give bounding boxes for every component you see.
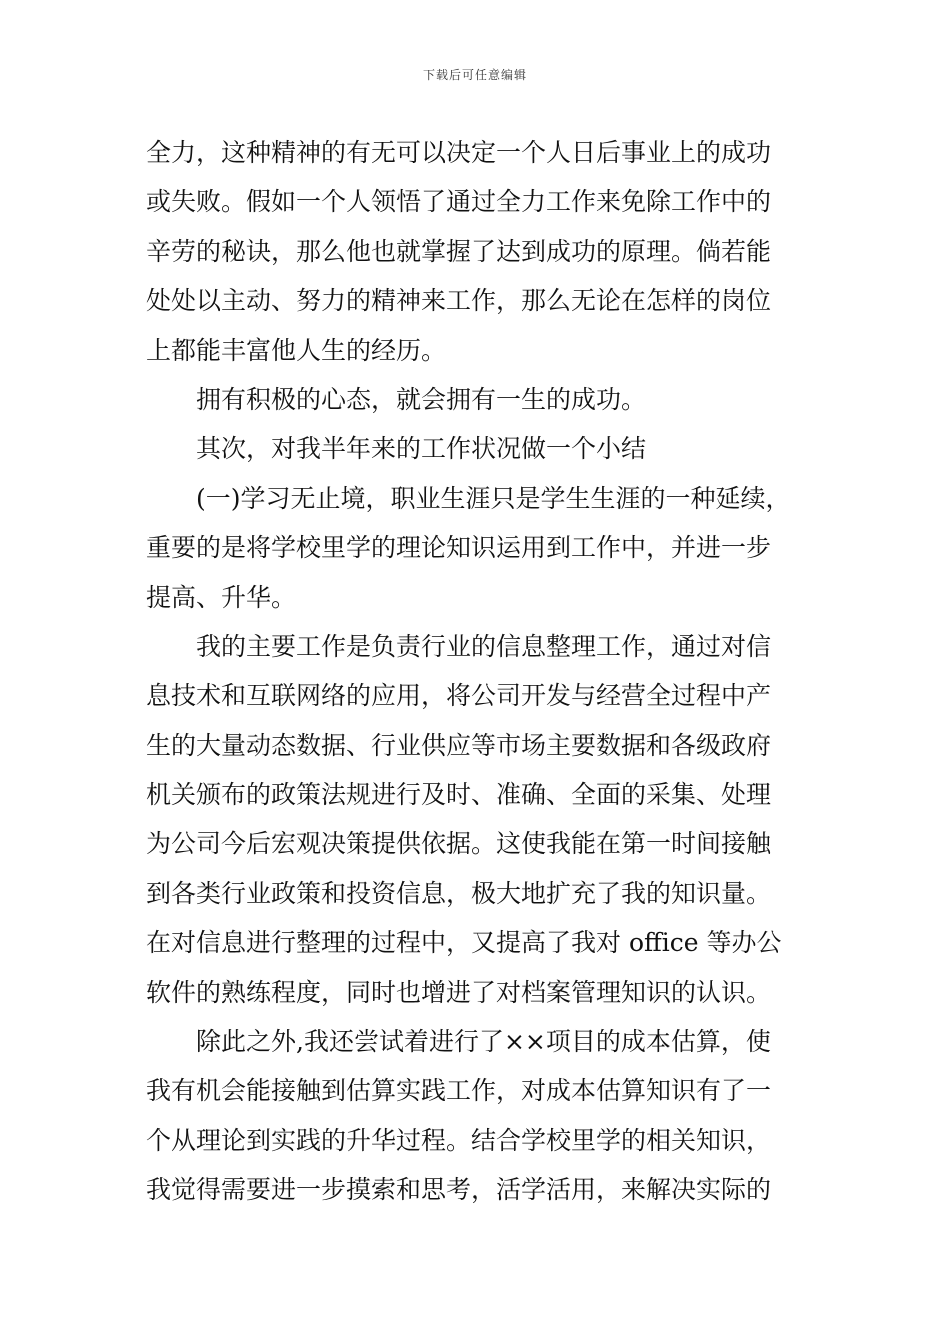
text-line: 或失败。假如一个人领悟了通过全力工作来免除工作中的 — [146, 187, 772, 217]
text-line: 到各类行业政策和投资信息，极大地扩充了我的知识量。 — [146, 878, 772, 908]
text-line: 上都能丰富他人生的经历。 — [146, 335, 447, 365]
text-line: 拥有积极的心态，就会拥有一生的成功。 — [196, 384, 647, 414]
text-line: 个从理论到实践的升华过程。结合学校里学的相关知识， — [146, 1125, 772, 1155]
text-line: 我觉得需要进一步摸索和思考，活学活用，来解决实际的 — [146, 1175, 772, 1205]
text-line: 我的主要工作是负责行业的信息整理工作，通过对信 — [196, 631, 772, 661]
text-line: 为公司今后宏观决策提供依据。这使我能在第一时间接触 — [146, 829, 772, 859]
text-line: 重要的是将学校里学的理论知识运用到工作中，并进一步 — [146, 533, 772, 563]
text-line: 我有机会能接触到估算实践工作，对成本估算知识有了一 — [146, 1076, 772, 1106]
text-line: 在对信息进行整理的过程中，又提高了我对 office 等办公 — [146, 928, 782, 958]
document-body — [146, 128, 826, 1215]
text-line: 其次，对我半年来的工作状况做一个小结 — [196, 434, 647, 464]
text-line: 处处以主动、努力的精神来工作，那么无论在怎样的岗位 — [146, 286, 772, 316]
text-line: 除此之外,我还尝试着进行了××项目的成本估算，使 — [196, 1027, 771, 1057]
text-line: 提高、升华。 — [146, 582, 297, 612]
text-line: 全力，这种精神的有无可以决定一个人日后事业上的成功 — [146, 138, 772, 167]
text-line: (一)学习无止境，职业生涯只是学生生涯的一种延续， — [196, 483, 791, 513]
text-line: 息技术和互联网络的应用，将公司开发与经营全过程中产 — [146, 681, 772, 711]
page-header-note: 下载后可任意编辑 — [422, 68, 527, 82]
text-line: 辛劳的秘诀，那么他也就掌握了达到成功的原理。倘若能 — [146, 236, 772, 266]
text-line: 机关颁布的政策法规进行及时、准确、全面的采集、处理 — [146, 780, 772, 810]
text-line: 生的大量动态数据、行业供应等市场主要数据和各级政府 — [146, 730, 772, 760]
text-line: 软件的熟练程度，同时也增进了对档案管理知识的认识。 — [146, 977, 772, 1007]
